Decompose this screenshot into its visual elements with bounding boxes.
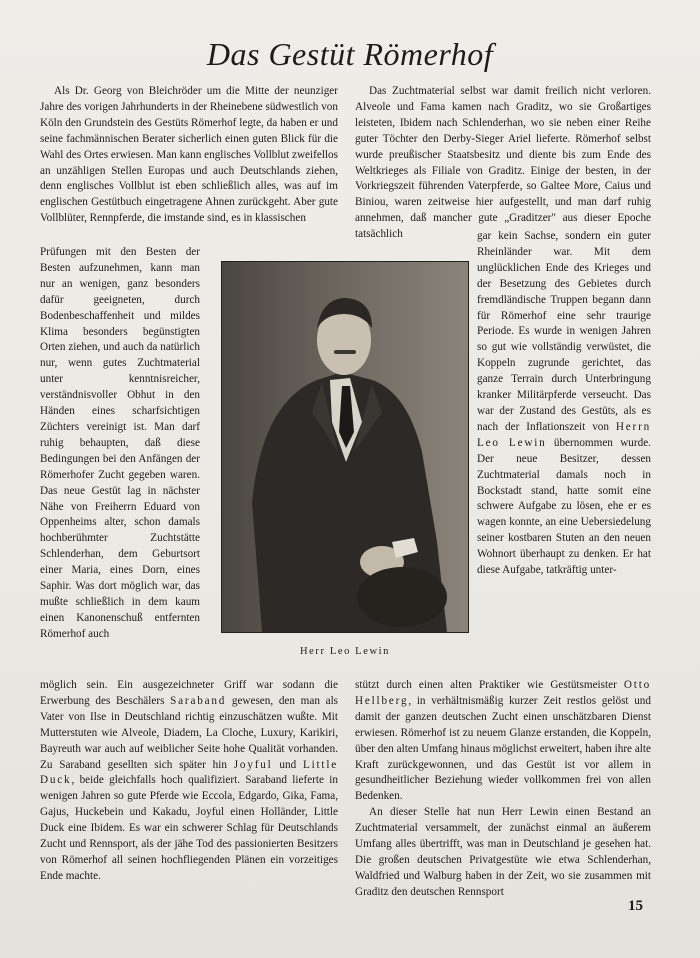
col1-bottom-text-a: möglich sein. Ein ausgezeichneter Griff war sodann die Erwerbung des Beschälers	[40, 679, 338, 707]
word-und: und	[279, 758, 297, 771]
name-joyful: Joyful	[233, 758, 273, 771]
page-number: 15	[628, 898, 643, 914]
col2-bottom-text-a: stützt durch einen alten Praktiker wie Gestütsmeister	[355, 679, 617, 691]
col2-narrow-paragraph	[477, 229, 651, 579]
col2-bottom-text-b: , in verhältnismäßig kurzer Zeit restlos gelöst und damit der ganzen deutschen Zucht einen unschätzbaren Dienst erwiesen. Römerhof ist zu neuem Glanze erstanden, die Koppeln, über den alten Umfang hinaus möglichst erweitert, haben ihre alte Kraft zurückgewonnen, und das Gestüt ist vor allem in gesundheitlicher Beziehung wieder vollkommen frei von allen Bedenken.	[355, 694, 651, 803]
col1-bottom-text-b: gewesen, den man als Vater von Ilse in Deutschland richtig einzuschätzen wußte. Mit Mutterstuten wie Alveole, Diadem, La Cloche, Luxury, Karikiri, Bayreuth war auch auf weiblicher Seite hohe Qualität vorhanden. Zu Saraband gesellten sich später hin	[40, 694, 339, 771]
col1-intro-paragraph: Als Dr. Georg von Bleichröder um die Mitte der neunziger Jahre des vorigen Jahrhunderts in der Rheinebene südwestlich von Köln den Grundstein des Gestüts Römerhof legte, da haben er und seine fachmännischen Berater sicherlich einen guten Blick für die Wahl des Ortes erwiesen. Man kann englisches Vollblut zweifellos an unzähligen Stellen Europas und auch Deutschlands ziehen, denn englisches Vollblut ist eben schließlich alles, was auf im englischen Gestütbuch eingetragene Ahnen zurückgeht. Aber gute Vollblüter, Rennpferde, die imstande sind, es in klassischen	[40, 85, 338, 225]
article-title: Das Gestüt Römerhof	[206, 36, 494, 72]
col1-narrow-paragraph: Prüfungen mit den Besten der Besten aufzunehmen, kann man nur an wenigen, ganz besonders dafür geeigneten, durch Bodenbeschaffenheit und mildes Klima besonders begünstigten Orten ziehen, und auch da natürlich nur, wenn gutes Zuchtmaterial unter kenntnisreicher, verständnisvoller Obhut in den Händen eines scharfsichtigen Züchters vereinigt ist. Man darf ruhig behaupten, daß diese Bedingungen bei den Anfängen der Römerhofer Zucht gegeben waren. Das neue Gestüt lag in nächster Nähe von Freiherrn Eduard von Oppenheims alter, schon damals hochberühmter Zuchtstätte Schlenderhan, dem Geburtsort einer Maria, eines Dorn, eines Saphir. Was dort möglich war, das mußte schließlich in dem kaum einen Kanonenschuß entfernten Römerhof auch	[40, 246, 200, 640]
col2-narrow-text-b: übernommen wurde. Der neue Besitzer, dessen Zuchtmaterial damals noch in Bockstadt stand, hatte somit eine schwere Aufgabe zu lösen, ehe er es wagen konnte, an eine Uebersiedelung seiner kostbaren Stuten an den neuen Wohnort überhaupt zu denken. Er hat diese Aufgabe, tatkräftig unter-	[477, 436, 651, 577]
name-saraband: Saraband	[170, 694, 227, 707]
col1-bottom-text-c: , beide gleichfalls hoch qualifiziert. Saraband lieferte in wenigen Jahren so gute Pferde wie Eccola, Edgardo, Gika, Fama, Gajus, Huckebein und Kakadu, Joyful einen Holländer, Little Duck eine Ibidem. Es war ein schwerer Schlag für Deutschlands Zucht und Rennsport, als der jähe Tod des passionierten Besitzers von Römerhof all seinen hochfliegenden Plänen ein vorzeitiges Ende machte.	[40, 774, 338, 882]
name-otto-hellberg: Otto Hellberg	[355, 679, 652, 707]
col2-last-paragraph: An dieser Stelle hat nun Herr Lewin einen Bestand an Zuchtmaterial versammelt, der zunächst einmal an äußerem Umfang alles übertrifft, was man in Deutschland je gesehen hat. Die großen deutschen Privatgestüte wie etwa Schlenderhan, Waldfried und Walburg haben in der Zeit, wo sie zusammen mit Graditz den deutschen Rennsport	[355, 806, 651, 898]
name-leo-lewin: Herrn Leo Lewin	[477, 420, 651, 449]
portrait-photo	[221, 261, 469, 633]
col2-narrow-text-a: gar kein Sachse, sondern ein guter Rheinländer war. Mit dem unglücklichen Ende des Krieges und der Besetzung des Gebietes durch fremdländische Truppen begann dann für Römerhof eine sehr traurige Periode. Es wurde in wenigen Jahren so gut wie vollständig verwüstet, die Koppeln zugrunde gerichtet, das ganze Terrain durch Unterbringung kranker Militärpferde verseucht. Das war der Zustand des Gestüts, als es nach der Inflationszeit von	[477, 230, 651, 433]
portrait-illustration	[222, 262, 468, 632]
photo-caption: Herr Leo Lewin	[299, 646, 391, 657]
col2-bottom-paragraph	[355, 678, 651, 805]
name-little-duck: Little Duck	[40, 758, 339, 787]
col1-bottom-paragraph	[40, 678, 338, 885]
col2-top-paragraph: Das Zuchtmaterial selbst war damit freilich nicht verloren. Alveole und Fama kamen nach Graditz, wo sie Großartiges leisteten, Ibidem nach Schlenderhan, wo sie neben einer Reihe guter Töchter den Derby-Sieger Ariel lieferte. Römerhof selbst wurde preußischer Staatsbesitz und diente bis zum Ende des Weltkrieges als Filiale von Graditz. Einige der besten, in der Vorkriegszeit führenden Vaterpferde, so Galtee More, Caius und Biniou, waren zeitweise hier aufgestellt, und man darf ruhig annehmen, daß mancher gute „Graditzer" aus dieser Epoche tatsächlich	[355, 85, 651, 241]
